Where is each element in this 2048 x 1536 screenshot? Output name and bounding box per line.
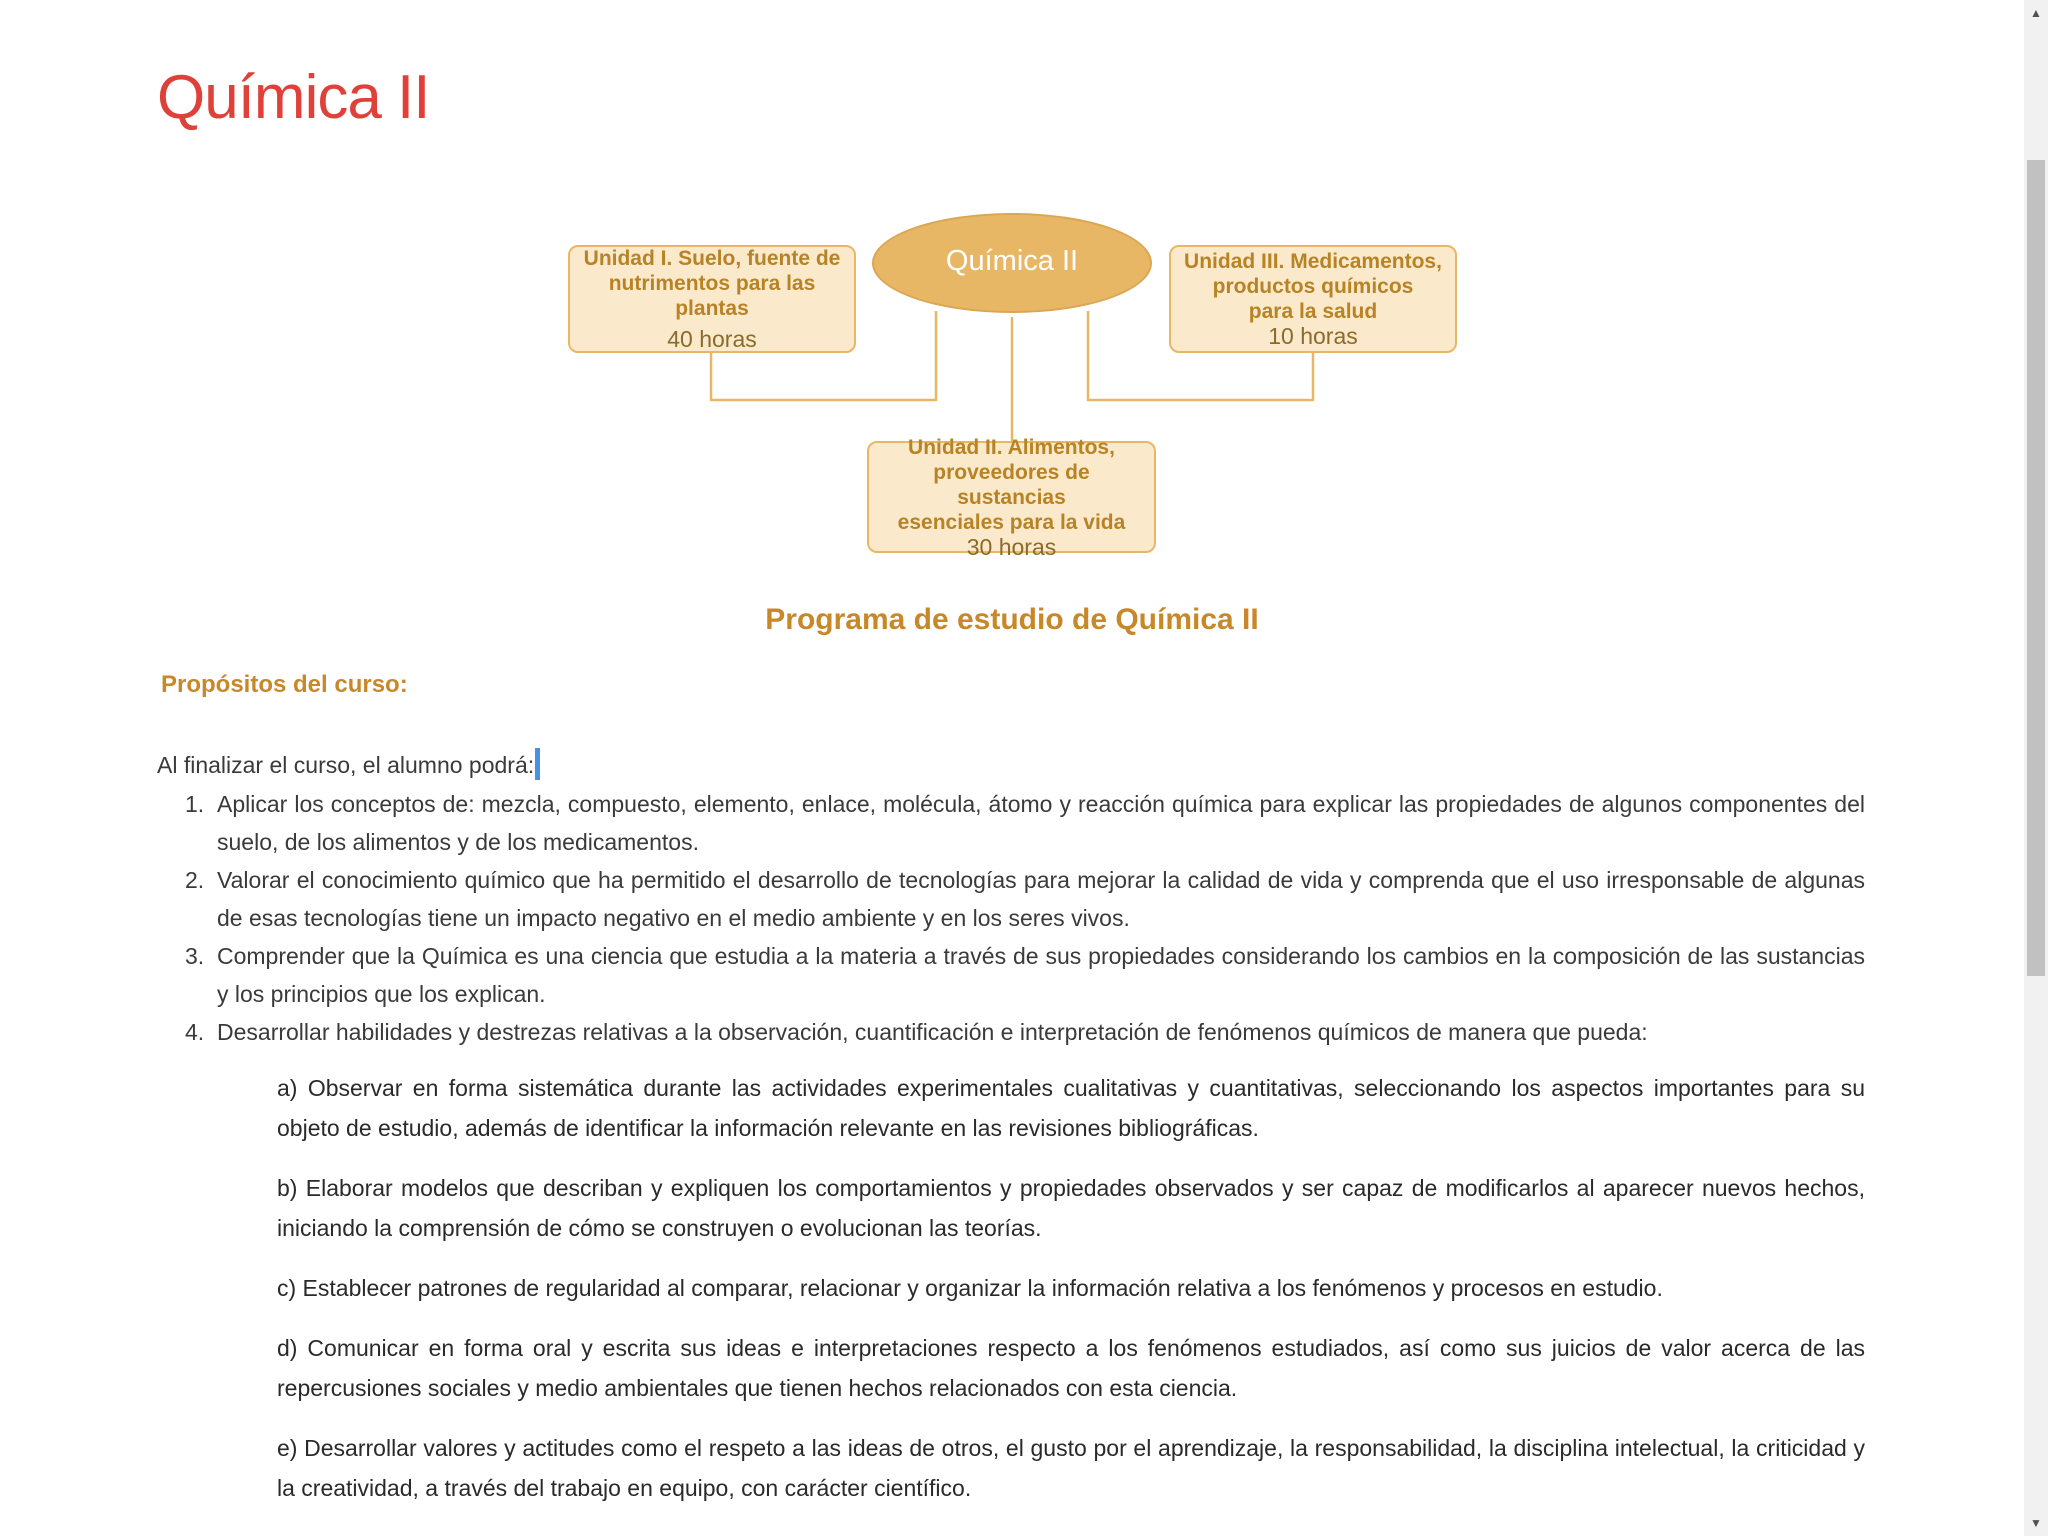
sub-item: c) Establecer patrones de regularidad al comparar, relacionar y organizar la información relativa a los fenómenos y procesos en estudio. bbox=[277, 1275, 1663, 1301]
sub-objectives bbox=[277, 1068, 1865, 1528]
list-item-text: Valorar el conocimiento químico que ha permitido el desarrollo de tecnologías para mejorar la calidad de vida y comprenda que el uso irresponsable de algunas de esas tecnologías tiene un impacto negativo en el medio ambiente y en los seres vivos. bbox=[217, 867, 1865, 931]
scroll-up-icon[interactable]: ▲ bbox=[2030, 6, 2042, 20]
unit-2-hours: 30 horas bbox=[966, 533, 1057, 560]
objectives-list bbox=[180, 785, 1865, 1051]
scroll-down-icon[interactable]: ▼ bbox=[2030, 1516, 2042, 1530]
diagram-center-label: Química II bbox=[945, 245, 1079, 277]
text-cursor bbox=[535, 748, 540, 780]
unit-2-line1: Unidad II. Alimentos, bbox=[908, 435, 1115, 459]
list-item-number: 1. bbox=[185, 791, 205, 817]
diagram-center-oval bbox=[872, 213, 1152, 313]
sub-item: d) Comunicar en forma oral y escrita sus ideas e interpretaciones respecto a los fenómenos estudiados, así como sus juicios de valor acerca de las repercusiones sociales y medio ambientales que tienen hechos relacionados con esta ciencia. bbox=[277, 1335, 1865, 1401]
unit-2-line2: proveedores de sustancias bbox=[933, 460, 1090, 509]
page-title: Química II bbox=[157, 63, 430, 132]
list-item-text: Desarrollar habilidades y destrezas relativas a la observación, cuantificación e interpretación de fenómenos químicos de manera que pueda: bbox=[217, 1019, 1648, 1045]
unit-box-1 bbox=[568, 245, 856, 353]
unit-1-line2: nutrimentos para las plantas bbox=[608, 272, 816, 320]
unit-1-line1: Unidad I. Suelo, fuente de bbox=[583, 247, 841, 270]
unit-3-line3: para la salud bbox=[1248, 300, 1378, 323]
unit-box-3 bbox=[1169, 245, 1457, 353]
purposes-heading: Propósitos del curso: bbox=[161, 671, 408, 698]
unit-3-hours: 10 horas bbox=[1268, 323, 1358, 349]
vertical-scrollbar[interactable] bbox=[2024, 0, 2048, 1536]
sub-item: b) Elaborar modelos que describan y expliquen los comportamientos y propiedades observados y ser capaz de modificarlos al aparecer nuevos hechos, iniciando la comprensión de cómo se construyen o evolucionan las teorías. bbox=[277, 1175, 1865, 1241]
list-item-text: Aplicar los conceptos de: mezcla, compuesto, elemento, enlace, molécula, átomo y reacción química para explicar las propiedades de algunos componentes del suelo, de los alimentos y de los medicamentos. bbox=[217, 791, 1865, 855]
course-units-diagram bbox=[560, 205, 1470, 560]
program-title: Programa de estudio de Química II bbox=[765, 603, 1259, 636]
intro-text bbox=[157, 748, 540, 780]
unit-2-line3: esenciales para la vida bbox=[897, 510, 1126, 534]
list-item bbox=[180, 785, 1865, 861]
scrollbar-thumb[interactable] bbox=[2027, 160, 2045, 976]
list-item bbox=[180, 1013, 1865, 1051]
sub-item: a) Observar en forma sistemática durante las actividades experimentales cualitativas y cuantitativas, seleccionando los aspectos importantes para su objeto de estudio, además de identificar la información relevante en las revisiones bibliográficas. bbox=[277, 1075, 1865, 1141]
list-item bbox=[180, 861, 1865, 937]
intro-label: Al finalizar el curso, el alumno podrá: bbox=[157, 752, 535, 778]
list-item-number: 3. bbox=[185, 943, 205, 969]
unit-3-line1: Unidad III. Medicamentos, bbox=[1184, 250, 1442, 273]
unit-3-line2: productos químicos bbox=[1212, 275, 1414, 298]
list-item bbox=[180, 937, 1865, 1013]
list-item-number: 2. bbox=[185, 867, 205, 893]
unit-box-2 bbox=[867, 435, 1156, 560]
list-item-number: 4. bbox=[185, 1019, 205, 1045]
sub-item: e) Desarrollar valores y actitudes como el respeto a las ideas de otros, el gusto por el aprendizaje, la responsabilidad, la disciplina intelectual, la criticidad y la creatividad, a través del trabajo en equipo, con carácter científico. bbox=[277, 1435, 1865, 1501]
unit-1-hours: 40 horas bbox=[667, 326, 757, 352]
list-item-text: Comprender que la Química es una ciencia que estudia a la materia a través de sus propiedades considerando los cambios en la composición de las sustancias y los principios que los explican. bbox=[217, 943, 1865, 1007]
